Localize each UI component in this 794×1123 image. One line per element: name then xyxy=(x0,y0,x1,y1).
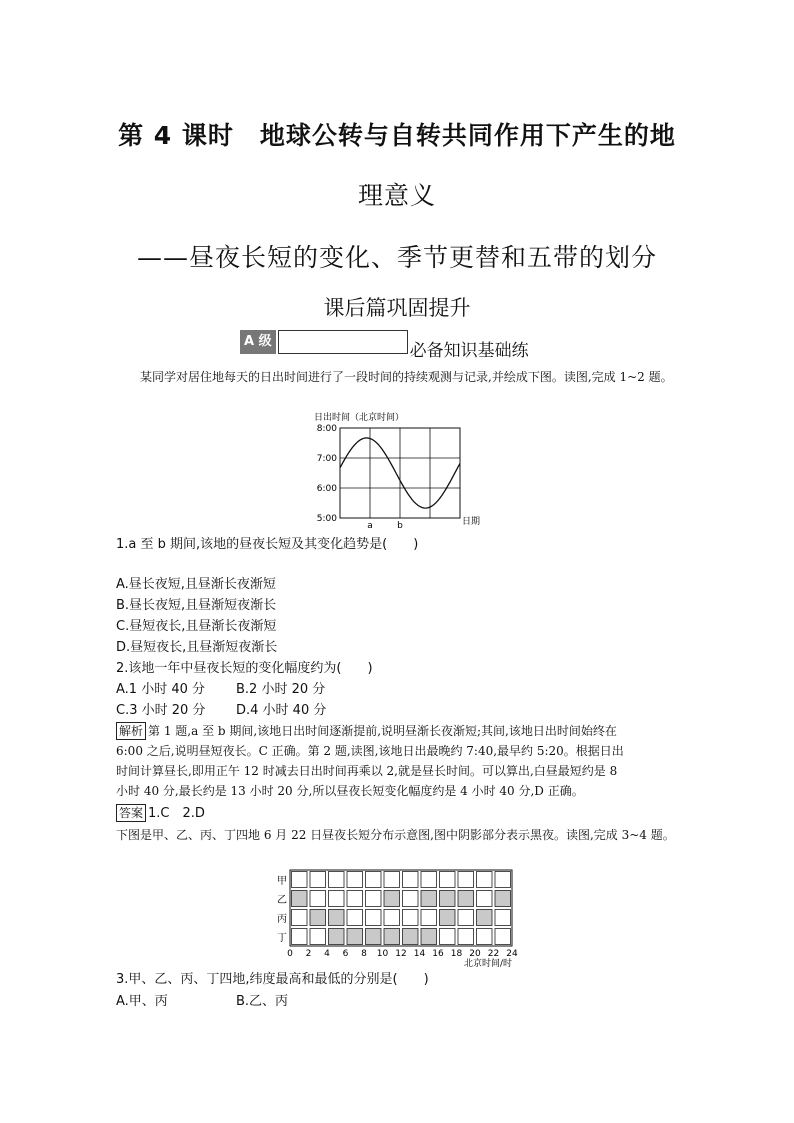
hour-tick: 8 xyxy=(361,949,367,959)
day-night-chart xyxy=(270,866,530,970)
day-cell xyxy=(440,872,456,888)
day-night-grid xyxy=(277,870,518,969)
day-cell xyxy=(347,891,363,907)
analysis-line-1: 第 1 题,a 至 b 期间,该地日出时间逐渐提前,说明昼渐长夜渐短;其间,该地日出时间始终在 xyxy=(148,724,617,738)
y-tick-label: 5:00 xyxy=(316,514,337,524)
hour-tick: 20 xyxy=(469,949,481,959)
hour-tick: 0 xyxy=(287,949,293,959)
hour-tick: 2 xyxy=(305,949,312,959)
night-cell xyxy=(329,910,345,926)
day-cell xyxy=(366,872,382,888)
q2-option-a: A.1 小时 40 分 xyxy=(116,682,206,697)
day-cell xyxy=(310,929,326,945)
x-axis-label: 日期 xyxy=(462,517,481,527)
day-cell xyxy=(366,891,382,907)
y-tick-label: 7:00 xyxy=(316,454,337,464)
page-title: 第 4 课时 地球公转与自转共同作用下产生的地 xyxy=(118,121,676,150)
page-subtitle: ——昼夜长短的变化、季节更替和五带的划分 xyxy=(136,243,657,272)
section-title: 课后篇巩固提升 xyxy=(323,296,471,320)
day-cell xyxy=(477,929,493,945)
hour-tick: 14 xyxy=(413,949,426,959)
y-tick-label: 8:00 xyxy=(316,424,337,434)
night-cell xyxy=(458,891,474,907)
q2-option-c: C.3 小时 20 分 xyxy=(116,703,206,718)
page-title-line2: 理意义 xyxy=(357,181,436,210)
intro-paragraph-2: 下图是甲、乙、丙、丁四地 6 月 22 日昼夜长短分布示意图,图中阴影部分表示黑夜。读图,完成 3~4 题。 xyxy=(116,828,675,842)
y-tick-label: 6:00 xyxy=(316,484,337,494)
day-cell xyxy=(384,910,400,926)
analysis-block xyxy=(116,721,686,801)
night-cell xyxy=(495,891,511,907)
night-cell xyxy=(329,929,345,945)
question-3-stem: 3.甲、乙、丙、丁四地,纬度最高和最低的分别是( ) xyxy=(116,972,429,987)
day-cell xyxy=(292,872,308,888)
row-label: 丁 xyxy=(277,933,287,944)
day-cell xyxy=(310,872,326,888)
night-cell xyxy=(384,891,400,907)
day-cell xyxy=(495,910,511,926)
level-bar xyxy=(278,330,408,354)
analysis-line-2: 6:00 之后,说明昼短夜长。C 正确。第 2 题,读图,该地日出最晚约 7:40,最早约 5:20。根据日出 xyxy=(116,744,624,758)
q3-option-b: B.乙、丙 xyxy=(236,994,289,1009)
day-cell xyxy=(347,910,363,926)
night-cell xyxy=(384,929,400,945)
chart-title: 日出时间（北京时间） xyxy=(314,413,405,423)
day-cell xyxy=(329,891,345,907)
hour-tick: 12 xyxy=(395,949,407,959)
q3-option-a: A.甲、丙 xyxy=(116,994,168,1009)
day-cell xyxy=(292,910,308,926)
q1-option-d: D.昼短夜长,且昼渐短夜渐长 xyxy=(116,640,278,655)
sunrise-chart xyxy=(306,408,496,530)
x-marker-b: b xyxy=(397,521,403,530)
level-label: 必备知识基础练 xyxy=(409,340,529,361)
hour-tick: 18 xyxy=(450,949,463,959)
day-cell xyxy=(366,910,382,926)
hour-tick: 24 xyxy=(506,949,518,959)
row-label: 甲 xyxy=(277,876,287,887)
day-cell xyxy=(421,872,437,888)
q2-option-d: D.4 小时 40 分 xyxy=(236,703,327,718)
level-badge: A 级 xyxy=(240,330,276,354)
night-cell xyxy=(347,929,363,945)
night-cell xyxy=(366,929,382,945)
q1-option-a: A.昼长夜短,且昼渐长夜渐短 xyxy=(116,577,276,592)
answer-block xyxy=(116,804,205,824)
day-cell xyxy=(440,929,456,945)
night-cell xyxy=(440,891,456,907)
day-cell xyxy=(458,910,474,926)
day-cell xyxy=(495,929,511,945)
hour-tick: 4 xyxy=(324,949,330,959)
day-cell xyxy=(310,891,326,907)
question-2-stem: 2.该地一年中昼夜长短的变化幅度约为( ) xyxy=(116,661,373,676)
night-cell xyxy=(403,929,419,945)
day-cell xyxy=(403,910,419,926)
hour-tick: 22 xyxy=(487,949,500,959)
night-cell xyxy=(421,929,437,945)
answer-text: 1.C 2.D xyxy=(148,806,205,821)
day-cell xyxy=(495,872,511,888)
analysis-tag: 解析 xyxy=(116,722,146,740)
day-cell xyxy=(477,891,493,907)
row-label: 乙 xyxy=(277,895,287,906)
day-cell xyxy=(292,929,308,945)
x-markers xyxy=(367,521,403,530)
day-cell xyxy=(403,891,419,907)
day-cell xyxy=(347,872,363,888)
answer-tag: 答案 xyxy=(116,804,146,822)
hour-tick: 10 xyxy=(376,949,389,959)
day-cell xyxy=(421,910,437,926)
question-1-stem: 1.a 至 b 期间,该地的昼夜长短及其变化趋势是( ) xyxy=(116,537,419,552)
day-cell xyxy=(384,872,400,888)
analysis-line-4: 小时 40 分,最长约是 13 小时 20 分,所以昼夜长短变化幅度约是 4 小时 40 分,D 正确。 xyxy=(116,784,584,798)
hour-tick: 6 xyxy=(342,949,349,959)
day-cell xyxy=(329,872,345,888)
q1-option-b: B.昼长夜短,且昼渐短夜渐长 xyxy=(116,598,277,613)
day-cell xyxy=(458,872,474,888)
analysis-line-3: 时间计算昼长,即用正午 12 时减去日出时间再乘以 2,就是昼长时间。可以算出,白昼最短约是 8 xyxy=(116,764,618,778)
night-cell xyxy=(421,891,437,907)
x-axis-label: 北京时间/时 xyxy=(463,959,512,969)
day-cell xyxy=(477,872,493,888)
intro-paragraph-1: 某同学对居住地每天的日出时间进行了一段时间的持续观测与记录,并绘成下图。读图,完成 1~2 题。 xyxy=(140,370,673,384)
night-cell xyxy=(310,910,326,926)
night-cell xyxy=(440,910,456,926)
day-cell xyxy=(403,872,419,888)
night-cell xyxy=(292,891,308,907)
y-tick-labels xyxy=(317,424,337,524)
level-banner xyxy=(240,330,529,361)
night-cell xyxy=(477,910,493,926)
q2-option-b: B.2 小时 20 分 xyxy=(236,682,326,697)
x-marker-a: a xyxy=(367,521,373,530)
q1-option-c: C.昼短夜长,且昼渐长夜渐短 xyxy=(116,619,277,634)
row-label: 丙 xyxy=(277,914,287,925)
day-cell xyxy=(458,929,474,945)
hour-tick: 16 xyxy=(432,949,444,959)
